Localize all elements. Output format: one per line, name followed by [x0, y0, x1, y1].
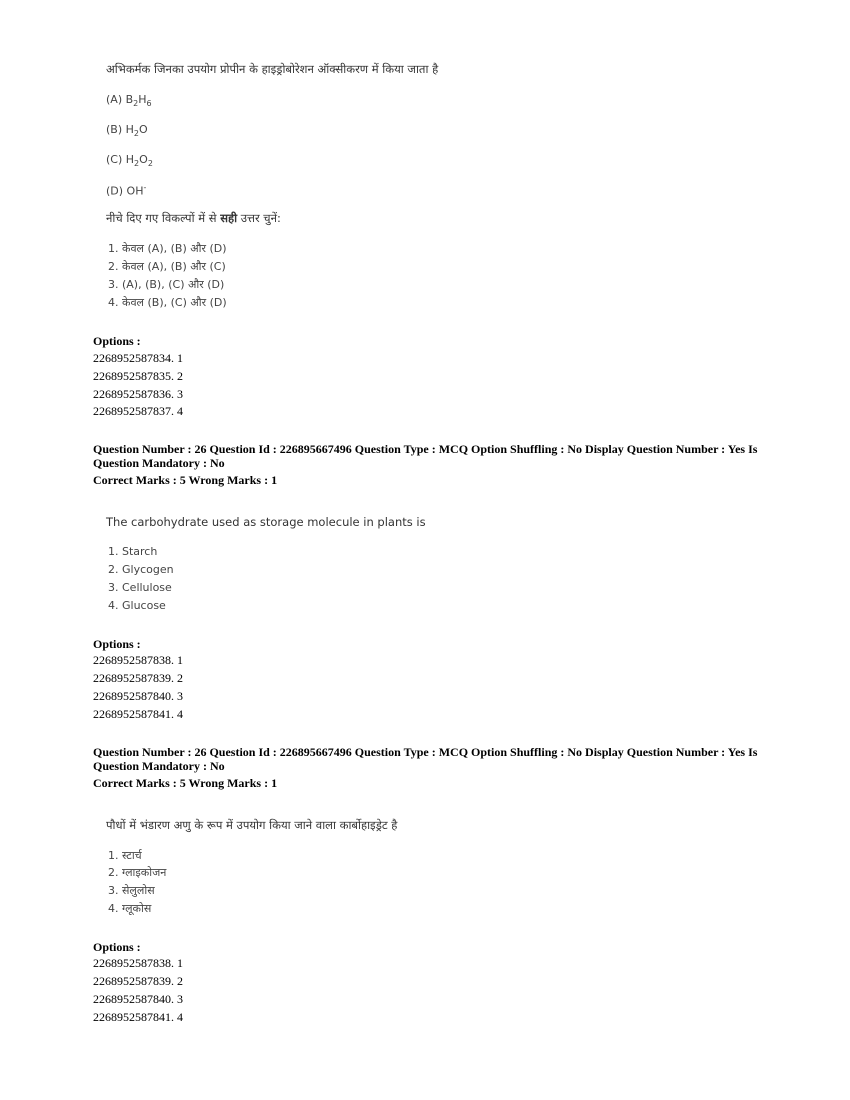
- option-id: 2268952587837. 4: [93, 404, 183, 418]
- choice: 4. Glucose: [108, 599, 166, 612]
- instruction: नीचे दिए गए विकल्पों में से सही उत्तर चुनें:: [106, 211, 281, 225]
- statement-c: (C) $H_2O_2$: [106, 153, 153, 169]
- option-id: 2268952587838. 1: [93, 653, 183, 667]
- option-id: 2268952587839. 2: [93, 974, 183, 988]
- question-marks: Correct Marks : 5 Wrong Marks : 1: [93, 473, 278, 487]
- question-header-mandatory: Question Mandatory : No: [93, 456, 225, 470]
- question-text: The carbohydrate used as storage molecule in plants is: [106, 515, 426, 529]
- choice: 1. केवल (A), (B) और (D): [108, 242, 227, 255]
- statement-a: (A) $B_2H_6$: [106, 93, 152, 109]
- statement-b: (B) $H_2O$: [106, 123, 148, 139]
- choice: 1. स्टार्च: [108, 849, 142, 862]
- choice: 1. Starch: [108, 545, 158, 558]
- option-id: 2268952587839. 2: [93, 671, 183, 685]
- question-header: Question Number : 26 Question Id : 226895667496 Question Type : MCQ Option Shuffling : No Display Question Number : Yes Is: [93, 442, 758, 456]
- question-marks: Correct Marks : 5 Wrong Marks : 1: [93, 776, 278, 790]
- choice: 3. (A), (B), (C) और (D): [108, 278, 225, 291]
- option-id: 2268952587841. 4: [93, 1010, 183, 1024]
- question-header: Question Number : 26 Question Id : 226895667496 Question Type : MCQ Option Shuffling : No Display Question Number : Yes Is: [93, 745, 758, 759]
- question-text: अभिकर्मक जिनका उपयोग प्रोपीन के हाइड्रोबोरेशन ऑक्सीकरण में किया जाता है: [106, 62, 439, 76]
- question-text: पौधों में भंडारण अणु के रूप में उपयोग किया जाने वाला कार्बोहाइड्रेट है: [106, 818, 398, 832]
- option-id: 2268952587840. 3: [93, 992, 183, 1006]
- choice: 3. सेलुलोस: [108, 884, 155, 897]
- option-id: 2268952587834. 1: [93, 351, 183, 365]
- option-id: 2268952587840. 3: [93, 689, 183, 703]
- choice: 4. ग्लूकोस: [108, 902, 152, 915]
- choice: 2. केवल (A), (B) और (C): [108, 260, 226, 273]
- option-id: 2268952587835. 2: [93, 369, 183, 383]
- options-label: Options :: [93, 334, 141, 348]
- statement-d: (D) OH-: [106, 183, 147, 198]
- question-header-mandatory: Question Mandatory : No: [93, 759, 225, 773]
- option-id: 2268952587841. 4: [93, 707, 183, 721]
- option-id: 2268952587836. 3: [93, 387, 183, 401]
- option-id: 2268952587838. 1: [93, 956, 183, 970]
- choice: 2. ग्लाइकोजन: [108, 866, 167, 879]
- choice: 3. Cellulose: [108, 581, 172, 594]
- options-label: Options :: [93, 637, 141, 651]
- choice: 4. केवल (B), (C) और (D): [108, 296, 227, 309]
- choice: 2. Glycogen: [108, 563, 174, 576]
- options-label: Options :: [93, 940, 141, 954]
